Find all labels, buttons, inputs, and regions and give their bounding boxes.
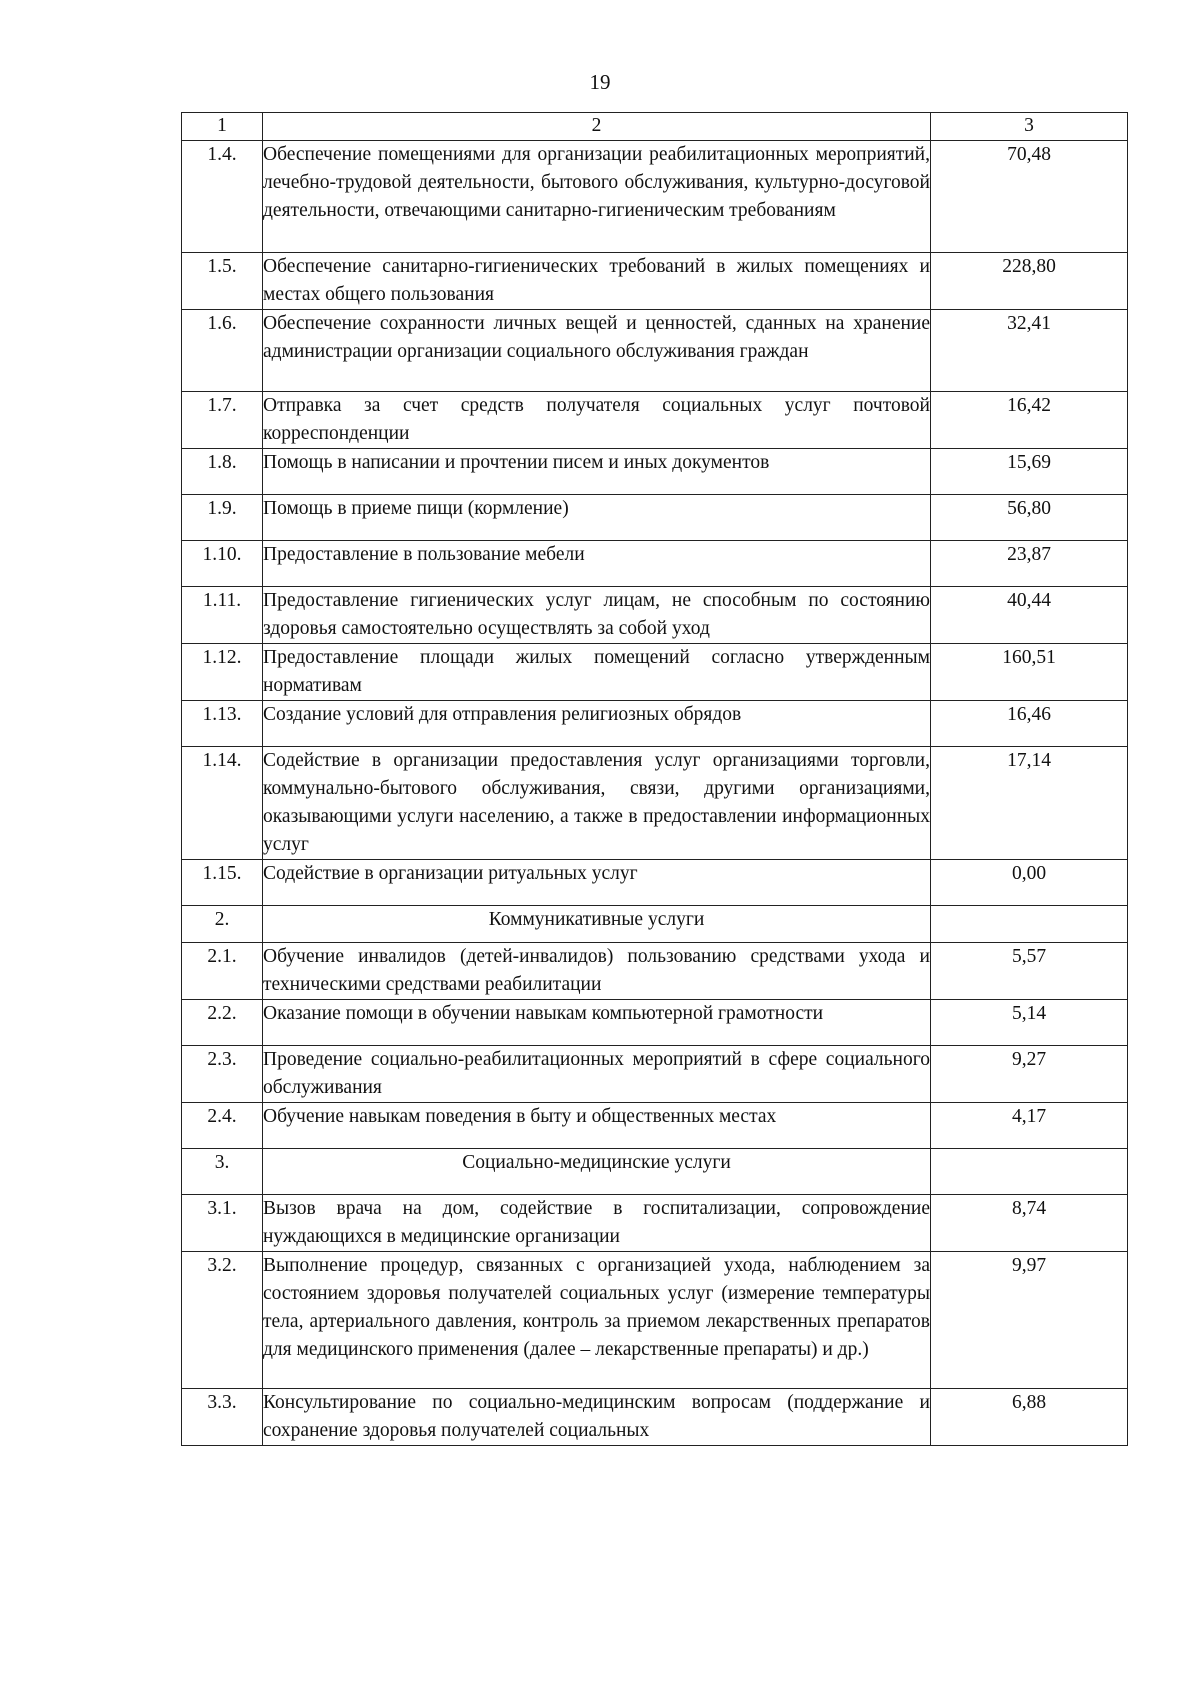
header-col-2: 2 bbox=[263, 113, 931, 141]
service-name: Обучение инвалидов (детей-инвалидов) пользованию средствами ухода и техническими средствами реабилитации bbox=[263, 943, 931, 1000]
service-value: 16,42 bbox=[931, 392, 1128, 449]
header-col-1: 1 bbox=[182, 113, 263, 141]
table-header-row bbox=[182, 113, 1128, 141]
table-row bbox=[182, 644, 1128, 701]
table-row bbox=[182, 449, 1128, 495]
row-number: 2.2. bbox=[182, 1000, 263, 1046]
service-value: 5,57 bbox=[931, 943, 1128, 1000]
section-row bbox=[182, 906, 1128, 943]
service-value: 70,48 bbox=[931, 141, 1128, 253]
row-number: 1.5. bbox=[182, 253, 263, 310]
service-name: Обучение навыкам поведения в быту и общественных местах bbox=[263, 1103, 931, 1149]
service-value: 228,80 bbox=[931, 253, 1128, 310]
service-name: Проведение социально-реабилитационных мероприятий в сфере социального обслуживания bbox=[263, 1046, 931, 1103]
row-number: 3. bbox=[182, 1149, 263, 1195]
service-value: 23,87 bbox=[931, 541, 1128, 587]
table-row bbox=[182, 310, 1128, 392]
service-name: Обеспечение сохранности личных вещей и ценностей, сданных на хранение администрации организации социального обслуживания граждан bbox=[263, 310, 931, 392]
table-row bbox=[182, 943, 1128, 1000]
row-number: 3.1. bbox=[182, 1195, 263, 1252]
service-value bbox=[931, 1149, 1128, 1195]
row-number: 1.14. bbox=[182, 747, 263, 860]
service-value bbox=[931, 906, 1128, 943]
service-value: 4,17 bbox=[931, 1103, 1128, 1149]
service-value: 160,51 bbox=[931, 644, 1128, 701]
service-value: 0,00 bbox=[931, 860, 1128, 906]
table-row bbox=[182, 1000, 1128, 1046]
row-number: 1.4. bbox=[182, 141, 263, 253]
row-number: 1.10. bbox=[182, 541, 263, 587]
service-value: 17,14 bbox=[931, 747, 1128, 860]
row-number: 1.12. bbox=[182, 644, 263, 701]
table-row bbox=[182, 1046, 1128, 1103]
service-name: Вызов врача на дом, содействие в госпитализации, сопровождение нуждающихся в медицинские организации bbox=[263, 1195, 931, 1252]
service-value: 5,14 bbox=[931, 1000, 1128, 1046]
table-row bbox=[182, 1389, 1128, 1446]
table-row bbox=[182, 392, 1128, 449]
row-number: 1.6. bbox=[182, 310, 263, 392]
service-value: 40,44 bbox=[931, 587, 1128, 644]
service-value: 9,27 bbox=[931, 1046, 1128, 1103]
row-number: 2.3. bbox=[182, 1046, 263, 1103]
row-number: 2.1. bbox=[182, 943, 263, 1000]
service-name: Содействие в организации ритуальных услуг bbox=[263, 860, 931, 906]
table-row bbox=[182, 141, 1128, 253]
service-name: Обеспечение помещениями для организации реабилитационных мероприятий, лечебно-трудовой деятельности, бытового обслуживания, культурно-досуговой деятельности, отвечающими санитарно-гигиеническим требованиям bbox=[263, 141, 931, 253]
row-number: 1.15. bbox=[182, 860, 263, 906]
service-name: Создание условий для отправления религиозных обрядов bbox=[263, 701, 931, 747]
service-value: 8,74 bbox=[931, 1195, 1128, 1252]
service-value: 16,46 bbox=[931, 701, 1128, 747]
table-row bbox=[182, 495, 1128, 541]
table-row bbox=[182, 1103, 1128, 1149]
section-title: Коммуникативные услуги bbox=[263, 906, 931, 943]
row-number: 2.4. bbox=[182, 1103, 263, 1149]
service-name: Выполнение процедур, связанных с организацией ухода, наблюдением за состоянием здоровья получателей социальных услуг (измерение температуры тела, артериального давления, контроль за приемом лекарственных препаратов для медицинского применения (далее – лекарственные препараты) и др.) bbox=[263, 1252, 931, 1389]
service-name: Предоставление площади жилых помещений согласно утвержденным нормативам bbox=[263, 644, 931, 701]
section-title: Социально-медицинские услуги bbox=[263, 1149, 931, 1195]
service-name: Обеспечение санитарно-гигиенических требований в жилых помещениях и местах общего пользования bbox=[263, 253, 931, 310]
table-row bbox=[182, 1252, 1128, 1389]
service-name: Помощь в приеме пищи (кормление) bbox=[263, 495, 931, 541]
service-value: 15,69 bbox=[931, 449, 1128, 495]
service-name: Содействие в организации предоставления услуг организациями торговли, коммунально-бытового обслуживания, связи, другими организациями, оказывающими услуги населению, а также в предоставлении информационных услуг bbox=[263, 747, 931, 860]
table-row bbox=[182, 701, 1128, 747]
table-row bbox=[182, 1195, 1128, 1252]
row-number: 1.9. bbox=[182, 495, 263, 541]
service-value: 56,80 bbox=[931, 495, 1128, 541]
row-number: 3.2. bbox=[182, 1252, 263, 1389]
service-name: Помощь в написании и прочтении писем и иных документов bbox=[263, 449, 931, 495]
table-row bbox=[182, 587, 1128, 644]
row-number: 2. bbox=[182, 906, 263, 943]
service-name: Консультирование по социально-медицинским вопросам (поддержание и сохранение здоровья получателей социальных bbox=[263, 1389, 931, 1446]
service-name: Оказание помощи в обучении навыкам компьютерной грамотности bbox=[263, 1000, 931, 1046]
row-number: 3.3. bbox=[182, 1389, 263, 1446]
header-col-3: 3 bbox=[931, 113, 1128, 141]
service-name: Отправка за счет средств получателя социальных услуг почтовой корреспонденции bbox=[263, 392, 931, 449]
table-row bbox=[182, 860, 1128, 906]
table-row bbox=[182, 541, 1128, 587]
services-table bbox=[181, 112, 1128, 1446]
row-number: 1.11. bbox=[182, 587, 263, 644]
section-row bbox=[182, 1149, 1128, 1195]
service-name: Предоставление гигиенических услуг лицам, не способным по состоянию здоровья самостоятельно осуществлять за собой уход bbox=[263, 587, 931, 644]
service-value: 32,41 bbox=[931, 310, 1128, 392]
service-value: 6,88 bbox=[931, 1389, 1128, 1446]
service-name: Предоставление в пользование мебели bbox=[263, 541, 931, 587]
page-number: 19 bbox=[589, 70, 611, 94]
table-row bbox=[182, 747, 1128, 860]
row-number: 1.8. bbox=[182, 449, 263, 495]
row-number: 1.13. bbox=[182, 701, 263, 747]
table-row bbox=[182, 253, 1128, 310]
row-number: 1.7. bbox=[182, 392, 263, 449]
service-value: 9,97 bbox=[931, 1252, 1128, 1389]
